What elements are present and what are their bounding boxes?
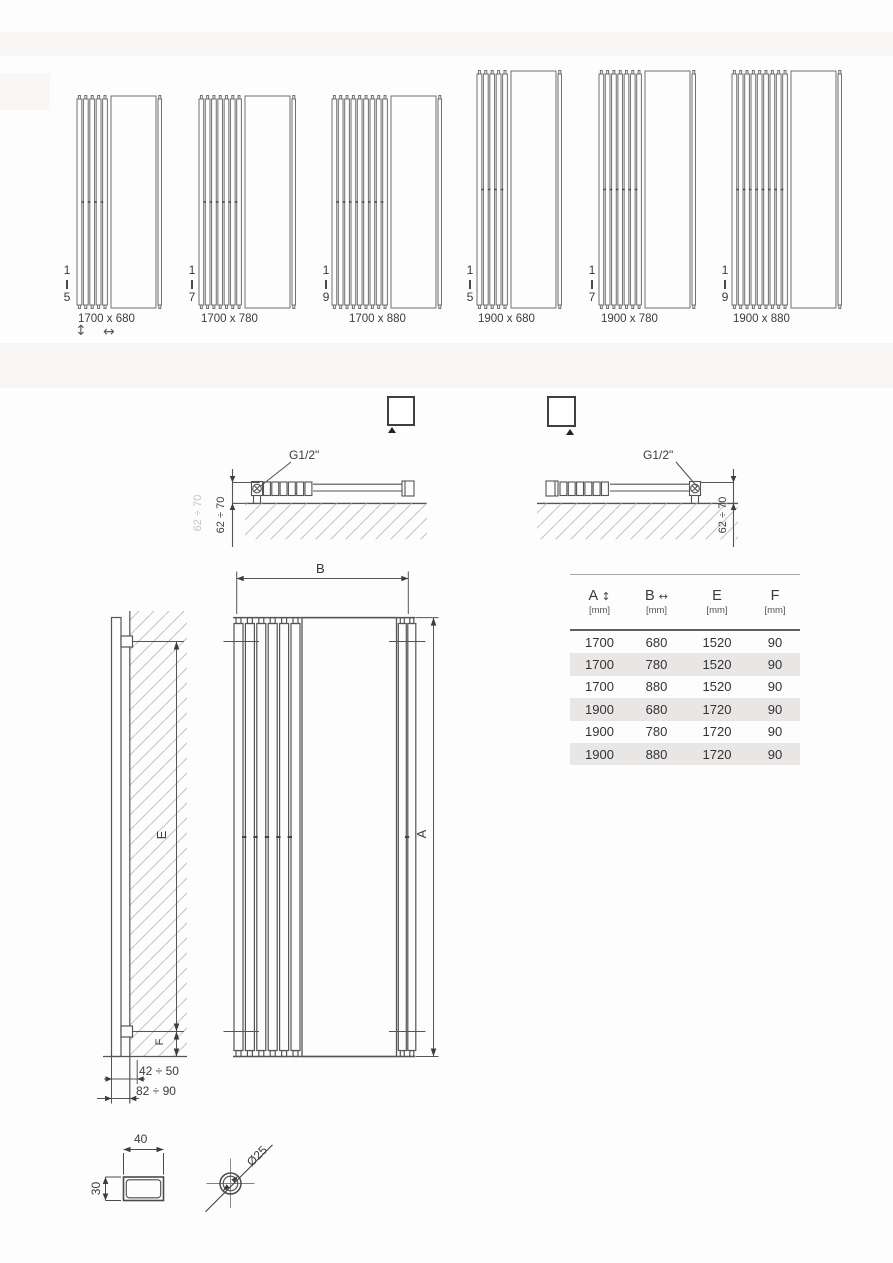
table-cell: 1720 [702, 746, 732, 762]
top-view-left [230, 462, 427, 547]
table-row [570, 676, 800, 698]
table-cell: 680 [645, 634, 668, 650]
size-label: 1700 x 680 [78, 313, 135, 325]
table-row [570, 698, 800, 720]
size-label: 1900 x 680 [478, 313, 535, 325]
background-band-top [0, 32, 893, 56]
size-label: 1900 x 780 [601, 313, 658, 325]
size-label: 1700 x 780 [201, 313, 258, 325]
tube-range-label: 1 9 [322, 263, 330, 304]
wall-distance-label-left: 62 ÷ 70 [215, 496, 227, 534]
unit-label: [mm] [706, 605, 728, 616]
range-separator-line [724, 280, 725, 289]
table-cell: 90 [767, 657, 783, 673]
radiator-thumbnail-1900x780 [599, 70, 697, 310]
front-view-panel [302, 618, 397, 1057]
spec-table [570, 574, 800, 765]
tube-width-label: 40 [134, 1132, 148, 1146]
main-dimension-drawing [95, 555, 455, 1115]
table-row [570, 721, 800, 743]
panel [511, 71, 556, 308]
panel [645, 71, 690, 308]
table-cell: 880 [645, 746, 668, 762]
wall-bracket-bottom [121, 1026, 133, 1037]
table-cell: 1700 [585, 679, 614, 695]
background-band-middle [0, 343, 893, 388]
wall-distance-label-ghost: 62 ÷ 70 [192, 494, 204, 532]
table-cell: 1720 [702, 701, 732, 717]
range-separator-line [469, 280, 470, 289]
table-cell: 1700 [585, 634, 614, 650]
table-cell: 1700 [585, 657, 614, 673]
wall-distance-label-right: 62 ÷ 70 [717, 496, 729, 534]
unit-label: [mm] [764, 605, 786, 616]
top-view-right [537, 462, 738, 547]
width-arrow-icon: ↔ [103, 324, 115, 340]
table-cell: 1900 [585, 701, 614, 717]
table-cell: 1900 [585, 746, 614, 762]
table-cell: 90 [767, 746, 783, 762]
table-cell: 780 [645, 724, 668, 740]
thread-size-label-right: G1/2" [643, 448, 674, 462]
table-header-A: A ↕ [mm] [588, 588, 611, 616]
tube-range-label: 1 7 [188, 263, 196, 304]
panel [791, 71, 836, 308]
size-label: 1700 x 880 [349, 313, 406, 325]
front-view-tubes [234, 618, 416, 1057]
table-header-F: F [mm] [764, 588, 786, 616]
wall-clearance-label: 42 ÷ 50 [139, 1064, 179, 1078]
table-cell: 780 [645, 657, 668, 673]
table-cell: 1520 [702, 657, 732, 673]
unit-label: [mm] [588, 605, 611, 616]
radiator-thumbnail-1900x880 [732, 70, 843, 310]
tube-range-label: 1 5 [466, 263, 474, 304]
thread-leader-line [676, 462, 697, 487]
front-view [224, 572, 439, 1057]
table-cell: 90 [767, 701, 783, 717]
tube-depth-label: 30 [88, 1181, 103, 1196]
table-cell: 680 [645, 701, 668, 717]
range-separator-line [591, 280, 592, 289]
wall-bracket-top [121, 636, 133, 647]
unit-label: [mm] [645, 605, 668, 616]
table-header-B: B ↔ [mm] [645, 588, 668, 616]
bottom-offset-dim-label: F [154, 1038, 166, 1046]
side-view [97, 611, 187, 1104]
mount-span-dim-label: E [153, 830, 169, 840]
height-arrow-icon: ↕ [75, 323, 87, 339]
collector-diameter-label: Ø25 [244, 1143, 270, 1169]
height-dim-label: A [413, 829, 429, 839]
top-view-drawings [190, 390, 755, 550]
range-separator-line [191, 280, 192, 289]
tube-range-label: 1 7 [588, 263, 596, 304]
panel [391, 96, 436, 308]
table-header-E: E [mm] [706, 588, 728, 616]
wall-clearance-max-label: 82 ÷ 90 [136, 1084, 176, 1098]
background-block-left [0, 73, 50, 110]
width-dim-label: B [316, 561, 325, 576]
wall-hatching-right [537, 503, 738, 539]
table-row [570, 631, 800, 653]
table-header-row [570, 575, 800, 631]
tube-range-label: 1 9 [721, 263, 729, 304]
radiator-thumbnail-1700x680 [77, 95, 163, 310]
tube-range-label: 1 5 [63, 263, 71, 304]
table-cell: 90 [767, 724, 783, 740]
table-cell: 1900 [585, 724, 614, 740]
thread-size-label-left: G1/2" [289, 448, 320, 462]
table-cell: 90 [767, 679, 783, 695]
thread-leader-line [260, 462, 291, 487]
radiator-thumbnail-1700x880 [332, 95, 443, 310]
radiator-thumbnail-1700x780 [199, 95, 297, 310]
wall-hatching-left [245, 503, 427, 539]
size-label: 1900 x 880 [733, 313, 790, 325]
tube-profile-detail [103, 1147, 164, 1201]
table-cell: 90 [767, 634, 783, 650]
radiator-thumbnail-1900x680 [477, 70, 563, 310]
table-cell: 880 [645, 679, 668, 695]
panel [245, 96, 290, 308]
table-cell: 1720 [702, 724, 732, 740]
range-separator-line [66, 280, 67, 289]
table-cell: 1520 [702, 634, 732, 650]
height-arrow-icon: ↕ [601, 590, 611, 603]
table-cell: 1520 [702, 679, 732, 695]
table-row [570, 653, 800, 675]
table-row [570, 743, 800, 765]
range-separator-line [325, 280, 326, 289]
width-arrow-icon: ↔ [658, 590, 668, 603]
panel [111, 96, 156, 308]
